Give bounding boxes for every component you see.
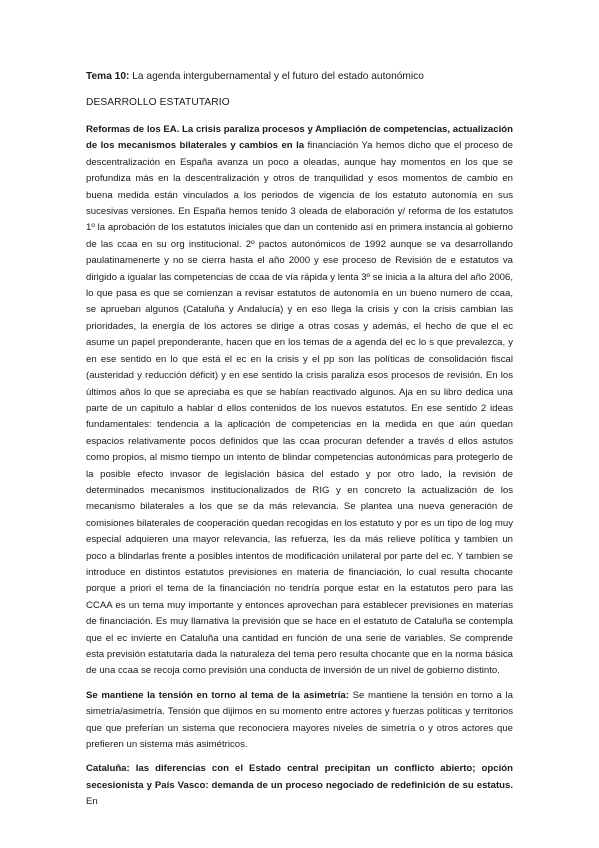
paragraph-cataluna xyxy=(86,761,513,810)
title-topic-number: Tema 10: xyxy=(86,71,130,82)
paragraph-body: En xyxy=(86,796,98,808)
paragraph-lead: Reformas de los EA. La crisis paraliza procesos y Ampliación de competencias, actualización de los mecanismos bilaterales y cambios en la xyxy=(86,124,513,152)
title-text: La agenda intergubernamental y el futuro del estado autonómico xyxy=(129,71,424,82)
paragraph-body: Se mantiene la tensión en torno a la simetría/asimetría. Tensión que dijimos en su momento entre actores y fuerzas políticas y territorios que que preferían un sistema que reconociera mayores niveles de simetría o y otros actores que prefieren un sistema más asimétricos. xyxy=(86,689,513,751)
paragraph-lead: Se mantiene la tensión en torno al tema de la asimetría: xyxy=(86,689,349,701)
paragraph-body: financiación Ya hemos dicho que el proceso de descentralización en España avanza un poco a oleadas, aunque hay momentos en los que se profundiza más en la descentralización y otros de tranquilidad y esos momentos de cambio en buena medida están vinculados a los periodos de vigencia de los estatuto autonomía en sus sucesivas versiones. En España hemos tenido 3 oleada de elaboración y/ reforma de los estatutos 1º la aprobación de los estatutos iniciales que dan un contenido así en primera instancia al gobierno de las ccaa en su org institucional. 2º pactos autonómicos de 1992 aunque se va desarrollando paulatinamenerte y no se cierra hasta el año 2000 y ese proceso de Revisión de e estatutos va dirigido a igualar las competencias de ccaa de vía rápida y lenta 3º se inicia a la altura del año 2006, lo que pasa es que se comienzan a revisar estatutos de autonomía en un bueno numero de ccaa, se aprueban algunos (Cataluña y Andalucía) y en eso llega la crisis y con la crisis cambian las prioridades, la energía de los actores se dirige a otras cosas y además, el hecho de que el ec asume un papel preponderante, hacen que en los temas de a agenda del ec lo s que prevalezca, y en ese sentido en lo que está el ec en la crisis y el pp son las políticas de consolidación fiscal (austeridad y reducción déficit) y en ese sentido la crisis paraliza esos procesos de revisión. En los últimos años lo que se apreciaba es que se habían reactivado algunos. Aja en su libro dedica una parte de un capitulo a hablar d ellos contenidos de los nuevos estatutos. En ese sentido 2 ideas fundamentales: tendencia a la aplicación de competencias en la medida en que aún quedan espacios relativamente pocos definidos que las ccaa procuran defender a través d ellos astutos como propios, al mismo tiempo un intento de blindar competencias autonómicas para protegerlo de la posible efecto invasor de legislación básica del estado y por otro lado, la revisión de determinados mecanismos institucionalizados de RIG y en concreto la actualización de los mecanismo bilaterales a los que se da más relevancia. Se plantea una nueva generación de comisiones bilaterales de cooperación quedan recogidas en los estatuto y por es un tipo de log muy especial adquieren una mayor relevancia, las refuerza, les da más relieve política y tambien un poco a blindarlas frente a posibles intentos de modificación unilateral por parte del ec. Y tambien se introduce en distintos estatutos previsiones en materia de financiación, lo cual resulta chocante porque a priori el tema de la financiación no tendría porque estar en la estatutos pero para las CCAA es un tema muy importante y entonces aprovechan para establecer previsiones en materias de financiación. Es muy llamativa la previsión que se hace en el estatuto de Cataluña se contempla que el ec invierte en Cataluña una cantidad en función de una serie de variables. Se comprende esta previsión estatutaria dada la naturaleza del tema pero resulta chocante que en la norma básica de una ccaa se recoja como previsión una conducta de inversión de un nivel de gobierno distinto. xyxy=(86,140,513,677)
paragraph-asimetria xyxy=(86,688,513,754)
paragraph-lead: Cataluña: las diferencias con el Estado central precipitan un conflicto abierto; opción secesionista y País Vasco: demanda de un proceso negociado de redefinición de su estatus. xyxy=(86,763,513,791)
paragraph-reformas xyxy=(86,122,513,680)
document-title xyxy=(86,70,513,84)
section-heading: DESARROLLO ESTATUTARIO xyxy=(86,97,230,108)
